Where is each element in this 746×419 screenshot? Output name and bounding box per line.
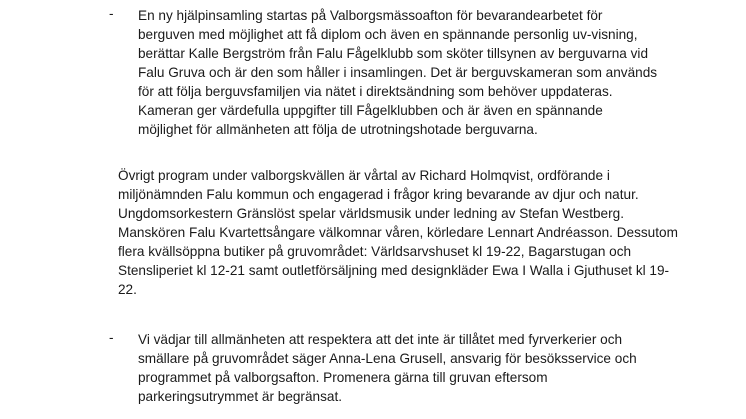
bullet-text-line: berättar Kalle Bergström från Falu Fågelklubb som sköter tillsynen av berguvarna vid — [138, 46, 649, 61]
paragraph-line: flera kvällsöppna butiker på gruvområdet: Världsarvshuset kl 19-22, Bagarstugan och — [118, 244, 632, 259]
paragraph-line: 22. — [118, 282, 137, 297]
bullet-text-line: för att följa berguvsfamiljen via nätet i direktsändning som behöver uppdateras. — [138, 84, 613, 99]
bullet-text-line: En ny hjälpinsamling startas på Valborgsmässoafton för bevarandearbetet för — [138, 8, 603, 23]
bullet-text-line: programmet på valborgsafton. Promenera gärna till gruvan eftersom — [138, 370, 548, 385]
bullet-text-line: Falu Gruva och är den som håller i insamlingen. Det är berguvskameran som används — [138, 65, 658, 80]
paragraph-line: Stensliperiet kl 12-21 samt outletförsäljning med designkläder Ewa I Walla i Gjuthuset kl 19- — [118, 263, 670, 278]
paragraph-line: Manskören Falu Kvartettsångare välkomnar våren, körledare Lennart Andréasson. Dessutom — [118, 225, 678, 240]
bullet-text-line: parkeringsutrymmet är begränsat. — [138, 389, 342, 404]
bullet-text-line: möjlighet för allmänheten att följa de utrotningshotade berguvarna. — [138, 122, 538, 137]
bullet-text-line: berguven med möjlighet att få diplom och även en spännande personlig uv-visning, — [138, 27, 638, 42]
bullet-text-line: Vi vädjar till allmänheten att respektera att det inte är tillåtet med fyrverkerier och — [138, 332, 623, 347]
paragraph-line: miljönämnden Falu kommun och engagerad i frågor kring bevarande av djur och natur. — [118, 187, 639, 202]
paragraph-line: Övrigt program under valborgskvällen är vårtal av Richard Holmqvist, ordförande i — [118, 168, 610, 183]
bullet-dash: - — [109, 6, 114, 21]
paragraph-line: Ungdomsorkestern Gränslöst spelar världsmusik under ledning av Stefan Westberg. — [118, 206, 624, 221]
bullet-dash: - — [109, 330, 114, 345]
bullet-text-line: Kameran ger värdefulla uppgifter till Fågelklubben och är även en spännande — [138, 103, 603, 118]
bullet-text-line: smällare på gruvområdet säger Anna-Lena Grusell, ansvarig för besöksservice och — [138, 351, 637, 366]
